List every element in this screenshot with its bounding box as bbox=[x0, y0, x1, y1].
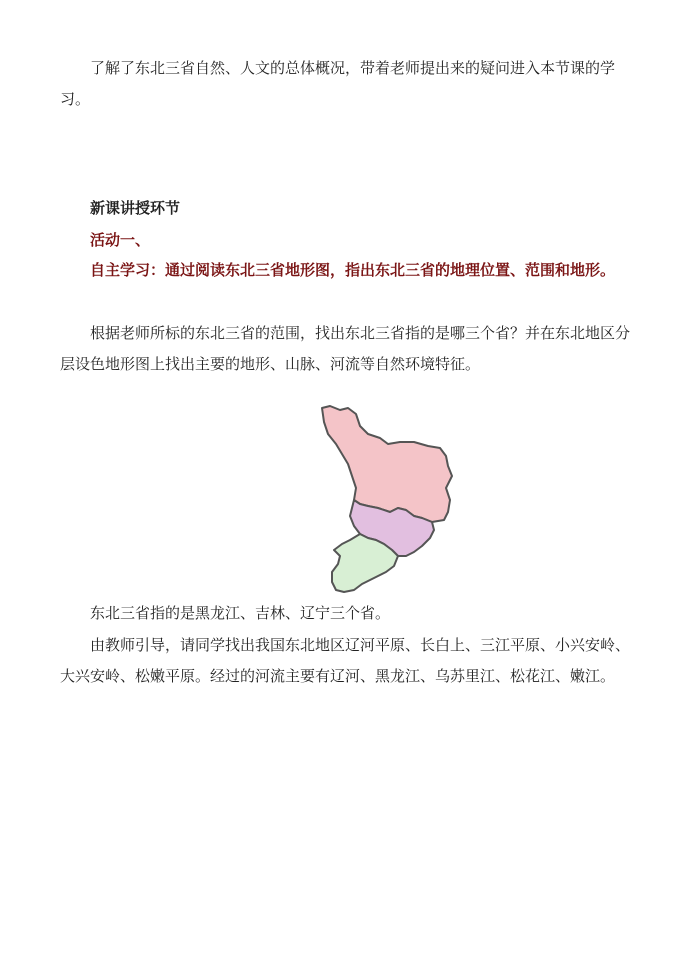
intro-paragraph: 了解了东北三省自然、人文的总体概况，带着老师提出来的疑问进入本节课的学习。 bbox=[60, 59, 616, 108]
activity-title: 活动一、 bbox=[90, 231, 151, 249]
northeast-china-map bbox=[318, 404, 458, 596]
guide-paragraph: 由教师引导，请同学找出我国东北地区辽河平原、长白上、三江平原、小兴安岭、大兴安岭、松嫩平原。经过的河流主要有辽河、黑龙江、乌苏里江、松花江、嫩江。 bbox=[60, 636, 631, 685]
answer-paragraph: 东北三省指的是黑龙江、吉林、辽宁三个省。 bbox=[90, 604, 391, 622]
instruction-paragraph: 根据老师所标的东北三省的范围，找出东北三省指的是哪三个省？并在东北地区分层设色地形图上找出主要的地形、山脉、河流等自然环境特征。 bbox=[60, 324, 631, 373]
map-region-heilongjiang bbox=[322, 406, 452, 522]
section-heading: 新课讲授环节 bbox=[90, 199, 181, 217]
activity-task: 自主学习：通过阅读东北三省地形图，指出东北三省的地理位置、范围和地形。 bbox=[90, 261, 616, 279]
